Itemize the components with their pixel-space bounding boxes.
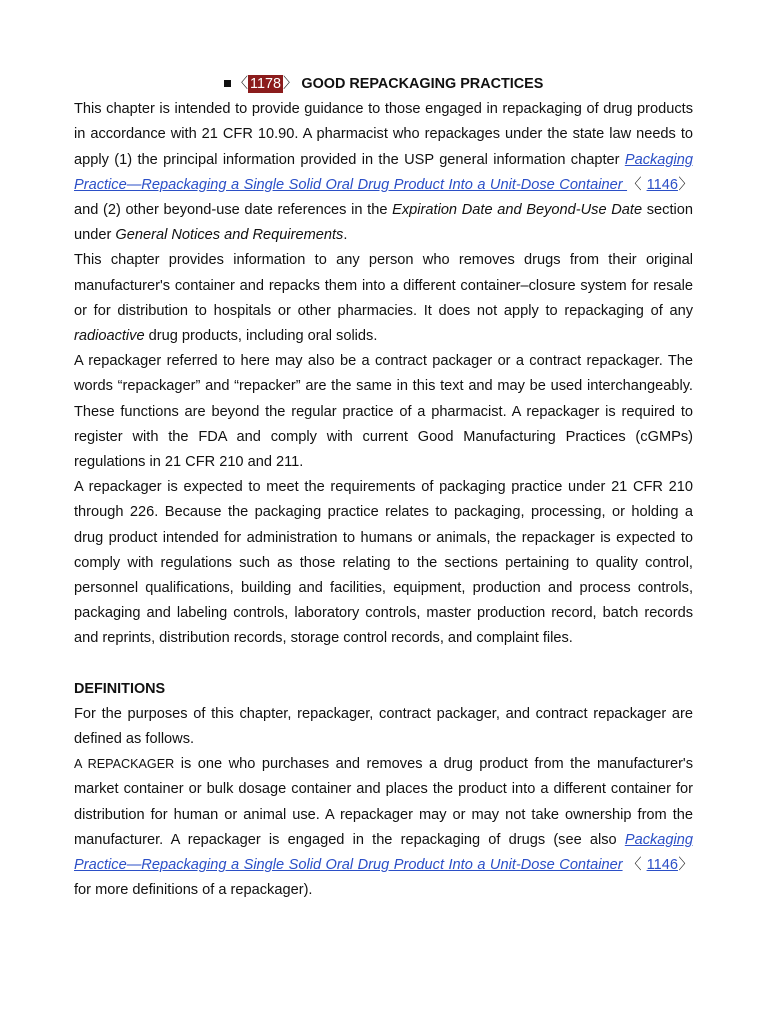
square-bullet-icon (224, 80, 231, 87)
definitions-heading: DEFINITIONS (74, 680, 166, 697)
paragraph-scope: This chapter provides information to any person who removes drugs from their original manufacturer's container and repacks them into a different container–closure system for resale or for distribution to hospitals or other pharmacies. It does not apply to repackaging of any radioactive drug products, including oral solids. (74, 252, 693, 345)
link-packaging-practice[interactable]: Packaging Practice—Repackaging a Single Solid Oral Drug Product Into a Unit-Dose Container (74, 151, 693, 193)
close-angle: 〉 (282, 76, 298, 92)
chapter-heading (74, 72, 693, 97)
document-body (74, 72, 693, 904)
spacer (74, 652, 693, 677)
chapter-title: GOOD REPACKAGING PRACTICES (301, 76, 544, 92)
paragraph-requirements: A repackager is expected to meet the requirements of packaging practice under 21 CFR 210 through 226. Because the packaging practice relates to packaging, processing, or holding a drug product intended for administration to humans or animals, the repackager is expected to comply with regulations such as those relating to the sections pertaining to quality control, personnel qualifications, building and facilities, equipment, production and process controls, packaging and labeling controls, laboratory controls, master production record, batch records and reprints, distribution records, storage control records, and complaint files. (74, 479, 693, 647)
link-packaging-practice-2[interactable]: Packaging Practice—Repackaging a Single Solid Oral Drug Product Into a Unit-Dose Container (74, 831, 693, 874)
open-angle: 〈 (233, 76, 249, 92)
paragraph-repackager: A repackager referred to here may also be a contract packager or a contract repackager. The words “repackager” and “repacker” are the same in this text and may be used interchangeably. These functions are beyond the regular practice of a pharmacist. A repackager is required to register with the FDA and comply with current Good Manufacturing Practices (cGMPs) regulations in 21 CFR 210 and 211. (74, 353, 693, 471)
paragraph-intro: This chapter is intended to provide guidance to those engaged in repackaging of drug products in accordance with 21 CFR 10.90. A pharmacist who repackages under the state law needs to apply (1) the principal information provided in the USP general information chapter Packaging Practice—Repackaging a Single Solid Oral Drug Product Into a Unit-Dose Container 〈 1146〉 and (2) other beyond-use date references in the Expiration Date and Beyond-Use Date section under General Notices and Requirements. (74, 101, 693, 244)
definition-repackager: A REPACKAGER is one who purchases and removes a drug product from the manufacturer's market container or bulk dosage container and places the product into a different container for distribution for human or animal use. A repackager may or may not take ownership from the manufacturer. A repackager is engaged in the repackaging of drugs (see also Packaging Practice—Repackaging a Single Solid Oral Drug Product Into a Unit-Dose Container 〈 1146〉 for more definitions of a repackager). (74, 756, 694, 899)
link-chapter-1146[interactable]: 1146 (646, 176, 678, 193)
definitions-intro: For the purposes of this chapter, repackager, contract packager, and contract repackager are defined as follows. (74, 705, 693, 748)
link-chapter-1146-2[interactable]: 1146 (646, 857, 678, 874)
chapter-number-badge: 1178 (250, 76, 281, 92)
term-repackager: A REPACKAGER (74, 757, 175, 772)
